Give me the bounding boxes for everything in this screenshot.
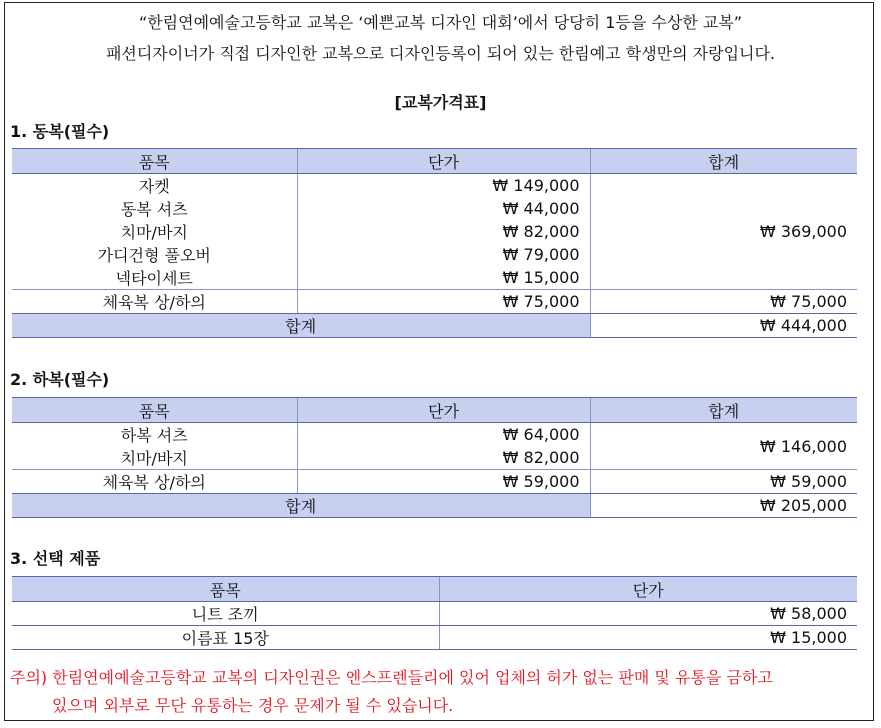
- optional-price-table: [12, 576, 857, 650]
- total-row: [12, 314, 857, 338]
- total-row: [12, 494, 857, 518]
- item-name: 동복 셔츠: [120, 200, 188, 219]
- pe-sum: ₩ 59,000: [590, 470, 857, 494]
- item-price: ₩ 82,000: [297, 446, 590, 470]
- winter-section-title: 1. 동복(필수): [10, 122, 110, 141]
- price-table-heading: [교복가격표]: [394, 93, 487, 112]
- item-name: 이름표 15장: [12, 626, 439, 650]
- item-price: ₩ 58,000: [439, 602, 857, 626]
- notice-line-2: 있으며 외부로 무단 유통하는 경우 문제가 될 수 있습니다.: [52, 696, 454, 715]
- item-name: 체육복 상/하의: [12, 290, 297, 314]
- header-sum: 합계: [590, 398, 857, 423]
- table-row: [12, 626, 857, 650]
- total-label: 합계: [12, 494, 590, 518]
- intro-line-1: “한림연예예술고등학교 교복은 ‘예쁜교복 디자인 대회’에서 당당히 1등을 수상한 교복”: [138, 13, 743, 32]
- notice-line-1: 주의) 한림연예예술고등학교 교복의 디자인권은 엔스프렌들리에 있어 업체의 허가 없는 판매 및 유통을 금하고: [10, 668, 773, 687]
- optional-section-title: 3. 선택 제품: [10, 549, 101, 568]
- header-item: 품목: [12, 398, 297, 423]
- table-row: [12, 423, 857, 447]
- header-item: 품목: [12, 149, 297, 174]
- item-name: 가디건형 풀오버: [97, 246, 211, 265]
- notice-text: [10, 664, 870, 720]
- item-name: 니트 조끼: [12, 602, 439, 626]
- intro-line-2: 패션디자이너가 직접 디자인한 교복으로 디자인등록이 되어 있는 한림예고 학생만의 자랑입니다.: [105, 44, 776, 63]
- item-price: ₩ 15,000: [297, 266, 590, 290]
- item-price: ₩ 64,000: [297, 423, 590, 447]
- summer-section-title: 2. 하복(필수): [10, 370, 110, 389]
- table-row: [12, 470, 857, 494]
- item-name: 하복 셔츠: [120, 426, 188, 445]
- pe-sum: ₩ 75,000: [590, 290, 857, 314]
- table-row: [12, 174, 857, 198]
- item-price: ₩ 44,000: [297, 197, 590, 220]
- item-price: ₩ 149,000: [297, 174, 590, 198]
- header-item: 품목: [12, 577, 439, 602]
- item-price: ₩ 79,000: [297, 243, 590, 266]
- table-row: [12, 602, 857, 626]
- header-sum: 합계: [590, 149, 857, 174]
- header-price: 단가: [439, 577, 857, 602]
- item-price: ₩ 75,000: [297, 290, 590, 314]
- winter-price-table: [12, 148, 857, 338]
- table-row: [12, 290, 857, 314]
- header-price: 단가: [297, 398, 590, 423]
- item-name: 치마/바지: [120, 449, 188, 468]
- item-name: 자켓: [138, 177, 170, 196]
- group-sum: ₩ 146,000: [590, 423, 857, 470]
- item-price: ₩ 59,000: [297, 470, 590, 494]
- total-value: ₩ 444,000: [590, 314, 857, 338]
- total-value: ₩ 205,000: [590, 494, 857, 518]
- summer-price-table: [12, 397, 857, 518]
- item-name: 치마/바지: [120, 223, 188, 242]
- total-label: 합계: [12, 314, 590, 338]
- item-price: ₩ 15,000: [439, 626, 857, 650]
- header-price: 단가: [297, 149, 590, 174]
- item-name: 넥타이세트: [115, 269, 193, 288]
- item-name: 체육복 상/하의: [12, 470, 297, 494]
- item-price: ₩ 82,000: [297, 220, 590, 243]
- group-sum: ₩ 369,000: [590, 174, 857, 290]
